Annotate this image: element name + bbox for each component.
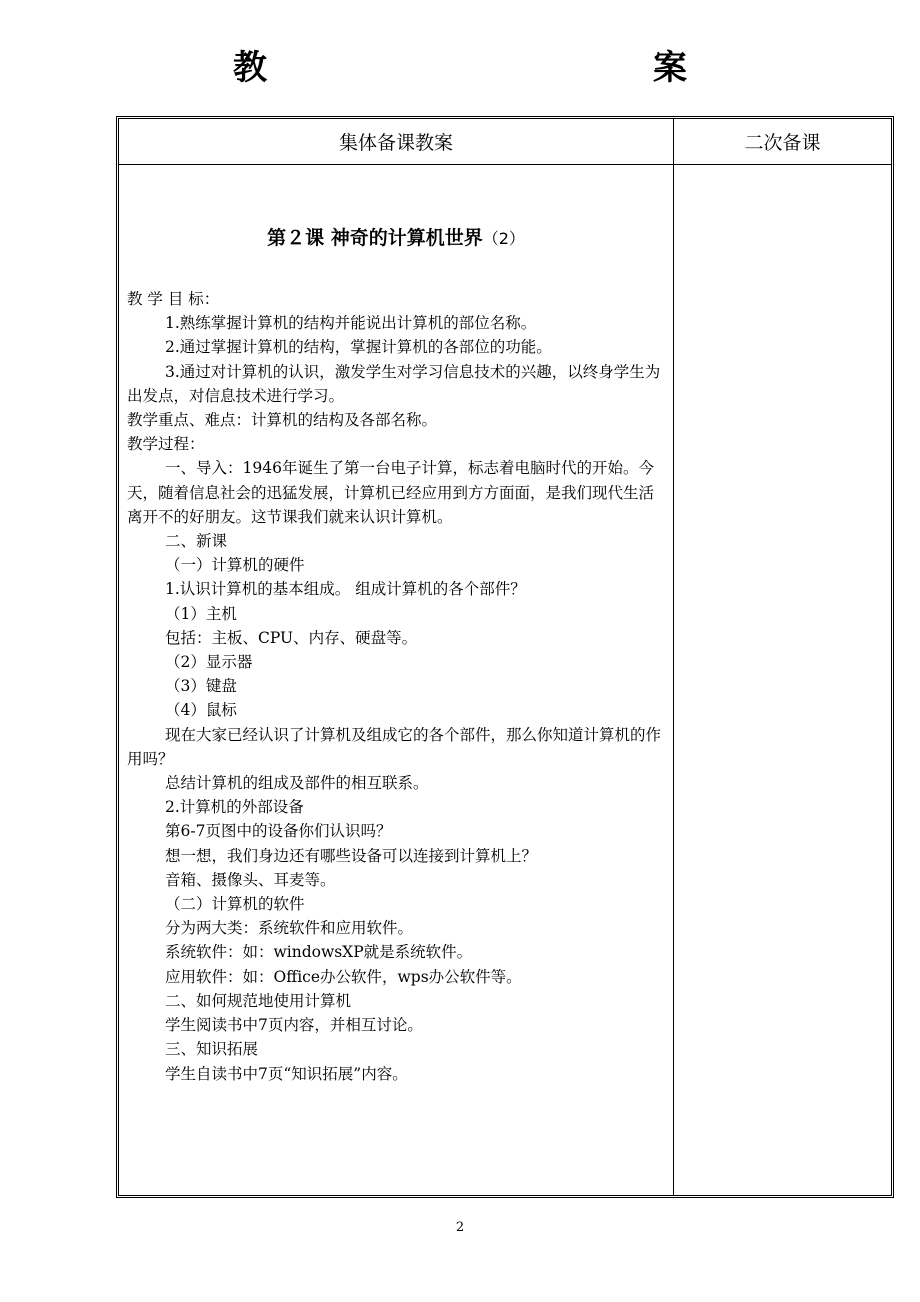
header-second-plan: 二次备课 — [744, 132, 821, 154]
new-lesson-heading: 二、新课 — [165, 532, 228, 551]
system-software: 系统软件：如：windowsXP就是系统软件。 — [165, 943, 473, 962]
key-points: 教学重点、难点：计算机的结构及各部名称。 — [127, 411, 438, 430]
item-keyboard: （3）键盘 — [165, 677, 237, 696]
hardware-heading: （一）计算机的硬件 — [165, 556, 305, 575]
objective-3: 3.通过对计算机的认识，激发学生对学习信息技术的兴趣，以终身学生为出发点，对信息技术进行学习。 — [127, 362, 661, 405]
item-monitor: （2）显示器 — [165, 653, 253, 672]
basic-components: 1.认识计算机的基本组成。 组成计算机的各个部件？ — [165, 580, 526, 599]
column-divider — [673, 119, 674, 1195]
lesson-title — [119, 224, 673, 253]
devices-answer: 音箱、摄像头、耳麦等。 — [165, 870, 336, 889]
item-mouse: （4）鼠标 — [165, 701, 237, 720]
objective-2: 2.通过掌握计算机的结构，掌握计算机的各部位的功能。 — [165, 338, 552, 357]
software-categories: 分为两大类：系统软件和应用软件。 — [165, 919, 414, 938]
usage-activity: 学生阅读书中7页内容，并相互讨论。 — [165, 1016, 423, 1035]
document-title: 教 案 — [233, 48, 793, 88]
objectives-heading: 教 学 目 标： — [127, 290, 220, 308]
lesson-title-main: 第２课 神奇的计算机世界 — [267, 227, 483, 249]
lesson-content — [127, 287, 663, 1086]
think-question: 想一想，我们身边还有哪些设备可以连接到计算机上？ — [165, 846, 538, 865]
header-collective-plan: 集体备课教案 — [338, 132, 453, 154]
software-heading: （二）计算机的软件 — [165, 895, 305, 914]
summary-line: 总结计算机的组成及部件的相互联系。 — [165, 774, 429, 793]
objective-1: 1.熟练掌握计算机的结构并能说出计算机的部位名称。 — [165, 314, 537, 333]
introduction-paragraph: 一、导入：1946年诞生了第一台电子计算，标志着电脑时代的开始。今天，随着信息社会的迅猛发展，计算机已经应用到方方面面，是我们现代生活离开不的好朋友。这节课我们就来认识计算机。 — [127, 459, 655, 526]
usage-heading: 二、如何规范地使用计算机 — [165, 991, 352, 1010]
extension-activity: 学生自读书中7页“知识拓展”内容。 — [165, 1064, 408, 1083]
external-devices-heading: 2.计算机的外部设备 — [165, 798, 304, 817]
lesson-plan-table — [116, 116, 894, 1198]
question-paragraph: 现在大家已经认识了计算机及组成它的各个部件，那么你知道计算机的作用吗？ — [127, 725, 662, 768]
process-heading: 教学过程： — [127, 435, 205, 454]
devices-question: 第6-7页图中的设备你们认识吗？ — [165, 822, 392, 841]
extension-heading: 三、知识拓展 — [165, 1040, 259, 1059]
application-software: 应用软件：如：Office办公软件，wps办公软件等。 — [165, 967, 522, 986]
lesson-title-suffix: （2） — [482, 229, 525, 248]
page-number: 2 — [455, 1220, 465, 1235]
host-includes: 包括：主板、CPU、内存、硬盘等。 — [165, 628, 418, 647]
header-divider — [119, 164, 891, 165]
item-host: （1）主机 — [165, 604, 237, 623]
